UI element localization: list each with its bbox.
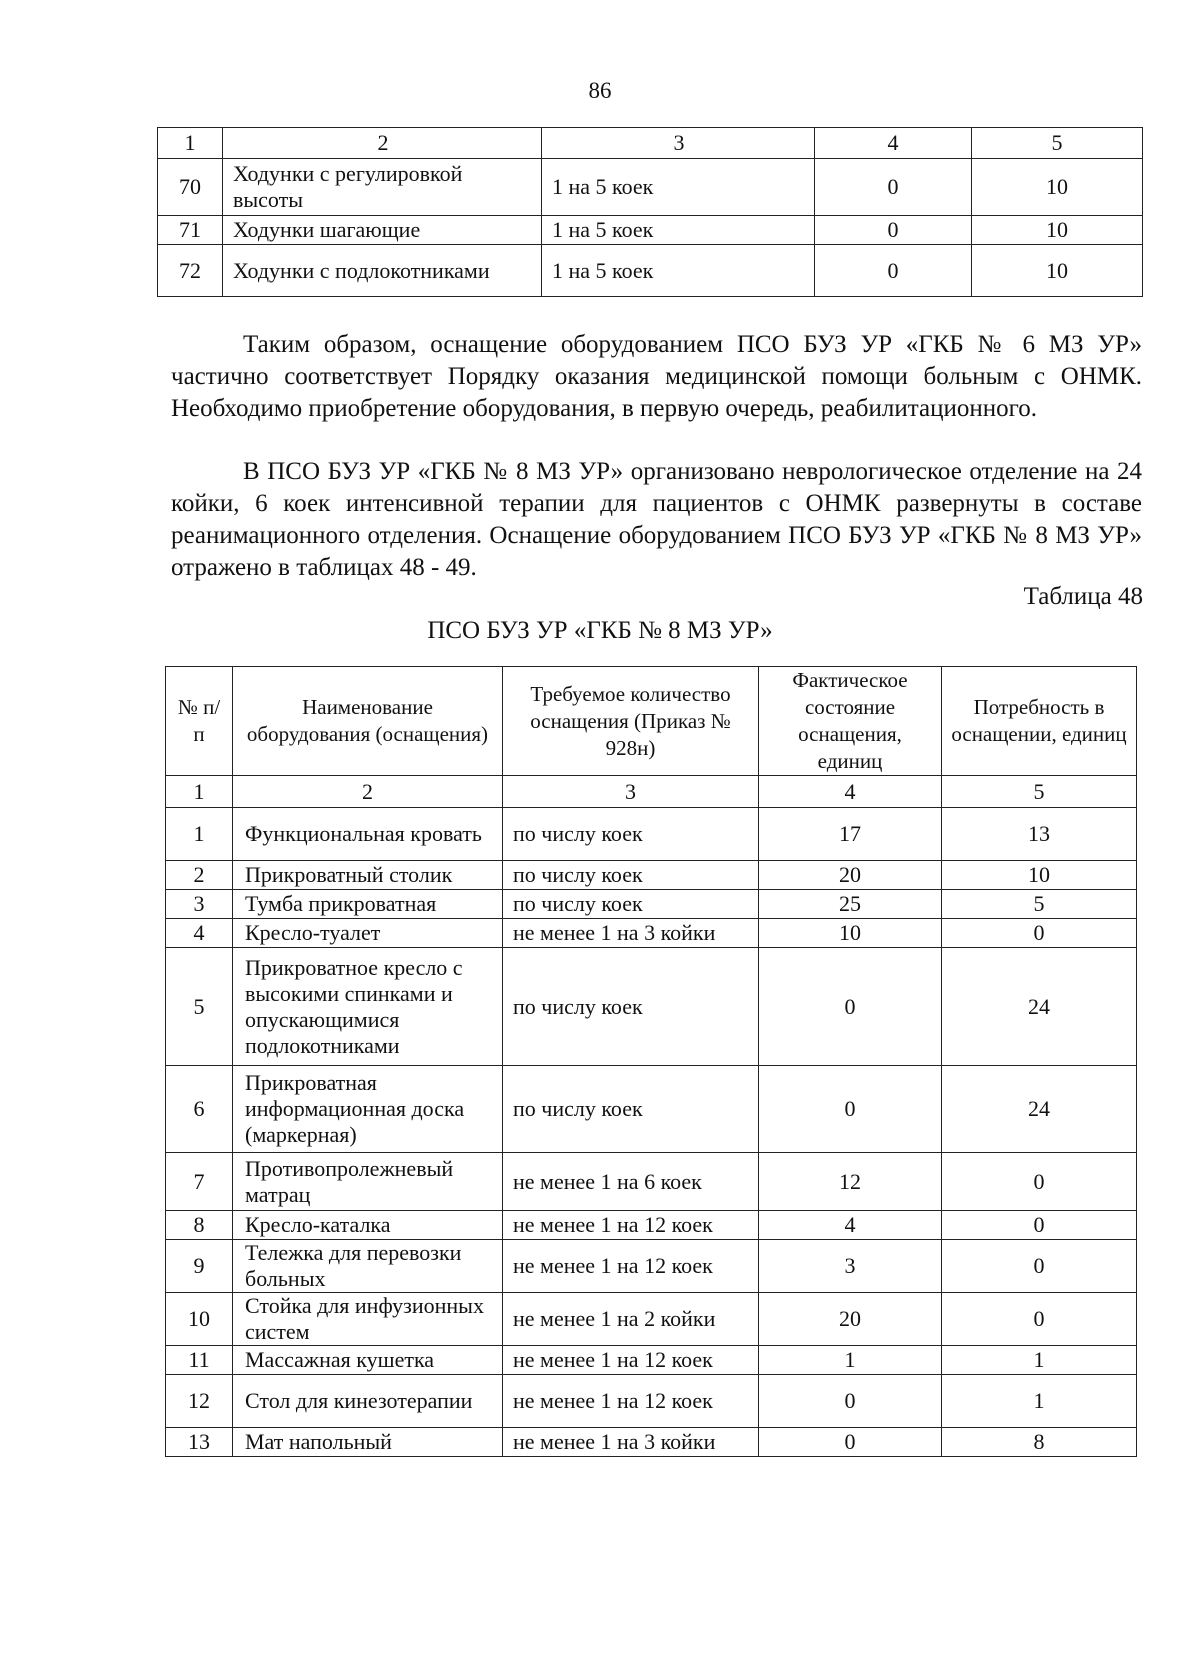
table-row [166,1211,1137,1240]
column-number: 2 [233,776,503,808]
table-row [166,861,1137,890]
continued-table [157,127,1143,297]
header-cell: 3 [542,128,815,159]
equipment-name: Стойка для инфузионных систем [233,1293,503,1346]
actual-quantity: 0 [815,245,972,297]
description-paragraph: В ПСО БУЗ УР «ГКБ № 8 МЗ УР» организовано неврологическое отделение на 24 койки, 6 коек интенсивной терапии для пациентов с ОНМК развернуты в составе реанимационного отделения. Оснащение оборудованием ПСО БУЗ УР «ГКБ № 8 МЗ УР» отражено в таблицах 48 - 49. [171,458,1142,581]
needed-quantity: 0 [942,1153,1137,1211]
table-header-row [166,667,1137,776]
column-number: 1 [166,776,233,808]
table-row [166,808,1137,861]
actual-quantity: 20 [759,1293,942,1346]
actual-quantity: 0 [759,1428,942,1457]
needed-quantity: 10 [972,159,1143,216]
required-quantity: по числу коек [503,808,759,861]
needed-quantity: 1 [942,1375,1137,1428]
table-row [166,948,1137,1066]
required-quantity: 1 на 5 коек [542,245,815,297]
actual-quantity: 12 [759,1153,942,1211]
needed-quantity: 0 [942,1211,1137,1240]
column-header: Требуемое количество оснащения (Приказ № 928н) [503,667,759,776]
equipment-name: Прикроватная информационная доска (маркерная) [233,1066,503,1153]
needed-quantity: 10 [972,245,1143,297]
required-quantity: не менее 1 на 12 коек [503,1375,759,1428]
table-row [166,1346,1137,1375]
actual-quantity: 10 [759,919,942,948]
required-quantity: не менее 1 на 12 коек [503,1346,759,1375]
equipment-name: Кресло-каталка [233,1211,503,1240]
equipment-name: Ходунки с подлокотниками [223,245,542,297]
equipment-name: Стол для кинезотерапии [233,1375,503,1428]
equipment-name: Мат напольный [233,1428,503,1457]
table-title: ПСО БУЗ УР «ГКБ № 8 МЗ УР» [427,617,773,644]
table-row [166,1293,1137,1346]
required-quantity: не менее 1 на 6 коек [503,1153,759,1211]
equipment-name: Противопролежневый матрац [233,1153,503,1211]
table-row [158,159,1143,216]
actual-quantity: 1 [759,1346,942,1375]
row-number: 10 [166,1293,233,1346]
required-quantity: по числу коек [503,890,759,919]
needed-quantity: 24 [942,1066,1137,1153]
actual-quantity: 3 [759,1240,942,1293]
column-header: Потребность в оснащении, единиц [942,667,1137,776]
column-number: 4 [759,776,942,808]
table-row [166,1066,1137,1153]
needed-quantity: 10 [942,861,1137,890]
row-number: 3 [166,890,233,919]
table-row [166,890,1137,919]
equipment-table-48 [165,666,1137,1457]
required-quantity: по числу коек [503,1066,759,1153]
column-header: Фактическое состояние оснащения, единиц [759,667,942,776]
required-quantity: не менее 1 на 12 коек [503,1240,759,1293]
actual-quantity: 20 [759,861,942,890]
equipment-name: Ходунки шагающие [223,216,542,245]
column-header: № п/п [166,667,233,776]
summary-paragraph: Таким образом, оснащение оборудованием ПСО БУЗ УР «ГКБ № 6 МЗ УР» частично соответствует Порядку оказания медицинской помощи больным с ОНМК. Необходимо приобретение оборудования, в первую очередь, реабилитационного. [171,331,1142,422]
table-row [166,1375,1137,1428]
actual-quantity: 0 [815,216,972,245]
column-header: Наименование оборудования (оснащения) [233,667,503,776]
row-number: 4 [166,919,233,948]
equipment-name: Прикроватный столик [233,861,503,890]
actual-quantity: 0 [815,159,972,216]
equipment-name: Функциональная кровать [233,808,503,861]
header-cell: 5 [972,128,1143,159]
actual-quantity: 0 [759,1375,942,1428]
row-number: 1 [166,808,233,861]
equipment-name: Ходунки с регулировкой высоты [223,159,542,216]
actual-quantity: 0 [759,1066,942,1153]
table-header-row [158,128,1143,159]
table-row [158,245,1143,297]
row-number: 8 [166,1211,233,1240]
table-row [166,1240,1137,1293]
needed-quantity: 0 [942,1293,1137,1346]
row-number: 7 [166,1153,233,1211]
table-label: Таблица 48 [1023,583,1143,610]
row-number: 71 [158,216,223,245]
column-number: 3 [503,776,759,808]
page-number: 86 [588,78,612,103]
needed-quantity: 8 [942,1428,1137,1457]
table-row [158,216,1143,245]
equipment-name: Массажная кушетка [233,1346,503,1375]
actual-quantity: 17 [759,808,942,861]
needed-quantity: 1 [942,1346,1137,1375]
row-number: 6 [166,1066,233,1153]
actual-quantity: 0 [759,948,942,1066]
required-quantity: не менее 1 на 2 койки [503,1293,759,1346]
row-number: 72 [158,245,223,297]
required-quantity: не менее 1 на 3 койки [503,919,759,948]
row-number: 2 [166,861,233,890]
row-number: 70 [158,159,223,216]
table-row [166,1428,1137,1457]
row-number: 5 [166,948,233,1066]
header-cell: 4 [815,128,972,159]
required-quantity: 1 на 5 коек [542,159,815,216]
equipment-name: Тележка для перевозки больных [233,1240,503,1293]
needed-quantity: 24 [942,948,1137,1066]
required-quantity: по числу коек [503,861,759,890]
needed-quantity: 0 [942,919,1137,948]
header-cell: 1 [158,128,223,159]
needed-quantity: 0 [942,1240,1137,1293]
required-quantity: по числу коек [503,948,759,1066]
column-number: 5 [942,776,1137,808]
actual-quantity: 4 [759,1211,942,1240]
row-number: 12 [166,1375,233,1428]
equipment-name: Тумба прикроватная [233,890,503,919]
required-quantity: не менее 1 на 12 коек [503,1211,759,1240]
table-row [166,1153,1137,1211]
equipment-name: Прикроватное кресло с высокими спинками и опускающимися подлокотниками [233,948,503,1066]
row-number: 11 [166,1346,233,1375]
required-quantity: не менее 1 на 3 койки [503,1428,759,1457]
needed-quantity: 5 [942,890,1137,919]
row-number: 13 [166,1428,233,1457]
header-cell: 2 [223,128,542,159]
equipment-name: Кресло-туалет [233,919,503,948]
column-number-row [166,776,1137,808]
needed-quantity: 10 [972,216,1143,245]
required-quantity: 1 на 5 коек [542,216,815,245]
row-number: 9 [166,1240,233,1293]
needed-quantity: 13 [942,808,1137,861]
actual-quantity: 25 [759,890,942,919]
table-row [166,919,1137,948]
